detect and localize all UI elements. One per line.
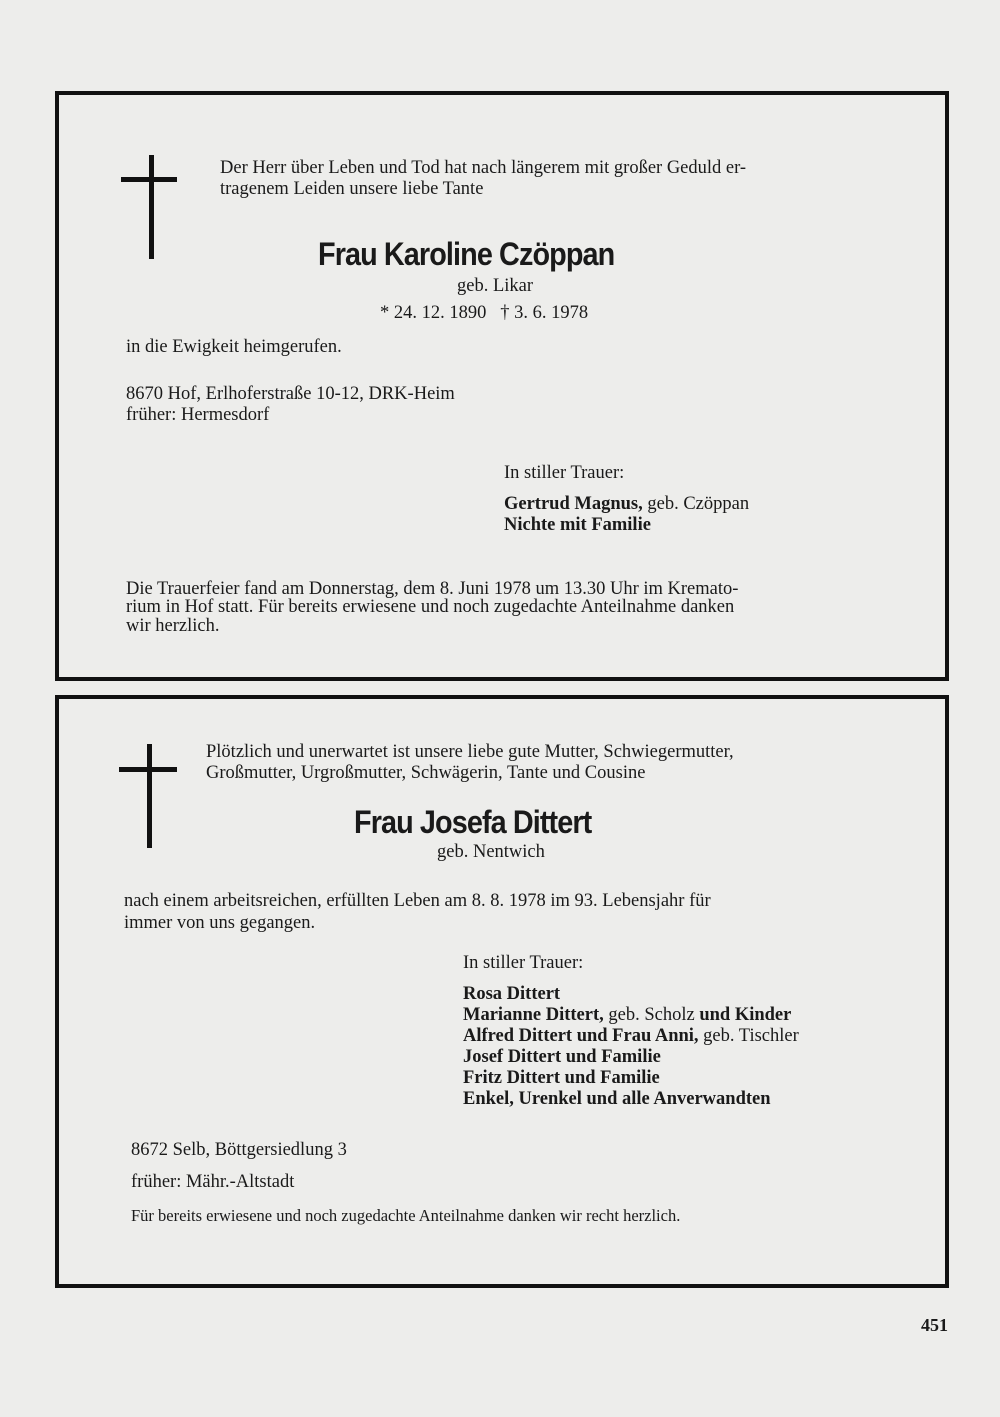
mourner <box>463 1005 791 1026</box>
mourner-name: Alfred Dittert und Frau Anni, <box>463 1026 699 1046</box>
mourner <box>463 1047 661 1068</box>
thanks: Für bereits erwiesene und noch zugedachte Anteilnahme danken wir recht herzlich. <box>131 1206 681 1225</box>
mourner-maiden: geb. Czöppan <box>642 494 750 514</box>
funeral-line: wir herzlich. <box>126 616 220 636</box>
mourner <box>504 494 749 515</box>
funeral-line: Die Trauerfeier fand am Donnerstag, dem 8. Juni 1978 um 13.30 Uhr im Kremato- <box>126 579 739 599</box>
formerly: früher: Hermesdorf <box>126 405 270 425</box>
mourner: Nichte mit Familie <box>504 515 651 535</box>
mourner-name: Enkel, Urenkel und alle Anverwandten <box>463 1089 771 1109</box>
cross-icon <box>147 744 152 848</box>
intro-line: Plötzlich und unerwartet ist unsere liebe gute Mutter, Schwiegermutter, <box>206 742 734 762</box>
called-home: in die Ewigkeit heimgerufen. <box>126 337 342 357</box>
deceased-name: Frau Karoline Czöppan <box>318 236 615 272</box>
page-number: 451 <box>921 1315 948 1335</box>
mourner-name: Rosa Dittert <box>463 984 561 1004</box>
mourner <box>463 984 560 1005</box>
mourner-suffix: und Kinder <box>699 1005 792 1025</box>
mourning-label: In stiller Trauer: <box>504 463 625 483</box>
mourner <box>463 1089 771 1110</box>
formerly: früher: Mähr.-Altstadt <box>131 1172 295 1192</box>
deceased-name: Frau Josefa Dittert <box>354 804 592 840</box>
mourning-label: In stiller Trauer: <box>463 953 584 973</box>
passing-line: nach einem arbeitsreichen, erfüllten Leben am 8. 8. 1978 im 93. Lebensjahr für <box>124 891 711 911</box>
mourner-name: Marianne Dittert, <box>463 1005 604 1025</box>
intro-line: Großmutter, Urgroßmutter, Schwägerin, Tante und Cousine <box>206 763 646 783</box>
maiden-name: geb. Likar <box>457 276 534 296</box>
maiden-name: geb. Nentwich <box>437 842 545 862</box>
mourner-maiden: geb. Scholz <box>603 1005 700 1025</box>
address: 8670 Hof, Erlhoferstraße 10-12, DRK-Heim <box>126 384 455 404</box>
intro-line: tragenem Leiden unsere liebe Tante <box>220 179 484 199</box>
mourner <box>463 1068 660 1089</box>
passing-line: immer von uns gegangen. <box>124 913 316 933</box>
mourner-name: Fritz Dittert und Familie <box>463 1068 660 1088</box>
cross-icon-bar <box>121 177 177 182</box>
funeral-line: rium in Hof statt. Für bereits erwiesene und noch zugedachte Anteilnahme danken <box>126 597 735 617</box>
life-dates: * 24. 12. 1890 † 3. 6. 1978 <box>380 303 589 323</box>
mourner <box>463 1026 799 1047</box>
cross-icon <box>149 155 154 259</box>
mourner-maiden: geb. Tischler <box>698 1026 799 1046</box>
cross-icon-bar <box>119 767 177 772</box>
mourner-name: Gertrud Magnus, <box>504 494 643 514</box>
intro-line: Der Herr über Leben und Tod hat nach längerem mit großer Geduld er- <box>220 158 747 178</box>
address: 8672 Selb, Böttgersiedlung 3 <box>131 1140 347 1160</box>
mourner-name: Josef Dittert und Familie <box>463 1047 661 1067</box>
